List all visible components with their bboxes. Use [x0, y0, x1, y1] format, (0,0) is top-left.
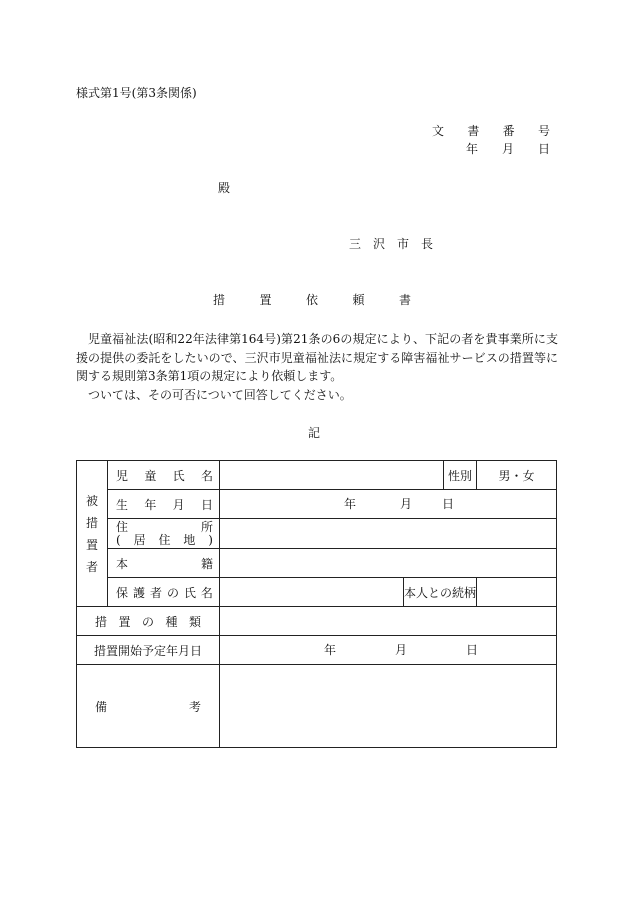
- doc-number-char: 書: [467, 124, 480, 138]
- start-date-value: 年 月 日: [324, 643, 479, 657]
- remarks-label-cell: [77, 665, 220, 748]
- subject-table: [76, 460, 557, 748]
- address-field[interactable]: [220, 519, 557, 549]
- subject-char: 者: [85, 559, 98, 574]
- paragraph-2: ついては、その可否について回答してください。: [88, 387, 352, 402]
- date-year: 年: [466, 142, 479, 156]
- sender: [349, 235, 433, 252]
- domicile-field[interactable]: [220, 549, 557, 578]
- body-text: [76, 330, 558, 404]
- title-char: 書: [398, 293, 411, 307]
- child-name-field[interactable]: [220, 461, 444, 490]
- subject-char: 措: [85, 515, 98, 530]
- domicile-label: 本 籍: [116, 556, 213, 571]
- address-label-line2: ( 居 住 地 ): [116, 532, 213, 547]
- date-label: [466, 140, 550, 157]
- ki-label: 記: [308, 426, 321, 440]
- subject-char: 被: [85, 493, 98, 508]
- child-name-label: 児 童 氏 名: [116, 468, 213, 483]
- gender-options[interactable]: 男・女: [477, 461, 557, 490]
- document-number-label: [432, 122, 550, 139]
- measure-type-field[interactable]: [220, 607, 557, 636]
- start-date-label: 措置開始予定年月日: [77, 636, 220, 665]
- form-number: 様式第1号(第3条関係): [76, 86, 197, 100]
- guardian-label: 保 護 者 の 氏 名: [116, 585, 213, 600]
- date-month: 月: [501, 142, 514, 156]
- addressee-suffix: 殿: [218, 181, 231, 195]
- birth-date-field[interactable]: [220, 490, 557, 519]
- paragraph-1: 児童福祉法(昭和22年法律第164号)第21条の6の規定により、下記の者を貴事業所に支援の提供の委託をしたいので、三沢市児童福祉法に規定する障害福祉サービスの措置等に関する規則第3条第1項の規定により依頼します。: [76, 332, 558, 383]
- title-char: 置: [259, 293, 272, 307]
- date-day: 日: [537, 142, 550, 156]
- document-title: [213, 291, 411, 308]
- guardian-field[interactable]: [220, 578, 404, 607]
- doc-number-char: 号: [537, 124, 550, 138]
- birth-date-value: 年 月 日: [344, 497, 455, 511]
- doc-number-char: 番: [502, 124, 515, 138]
- title-char: 措: [213, 293, 226, 307]
- address-label-cell: [108, 519, 220, 549]
- doc-number-char: 文: [432, 124, 445, 138]
- guardian-label-cell: [108, 578, 220, 607]
- title-char: 頼: [352, 293, 365, 307]
- subject-char: 置: [85, 537, 98, 552]
- title-char: 依: [305, 293, 318, 307]
- start-date-field[interactable]: [220, 636, 557, 665]
- relation-field[interactable]: [477, 578, 557, 607]
- sender-char: 三: [349, 237, 362, 251]
- remarks-label: 備 考: [95, 699, 201, 714]
- gender-label: 性別: [444, 461, 477, 490]
- domicile-label-cell: [108, 549, 220, 578]
- measure-type-label: 措 置 の 種 類: [95, 614, 201, 629]
- relation-label: 本人との続柄: [404, 578, 477, 607]
- sender-char: 長: [420, 237, 433, 251]
- sender-char: 沢: [372, 237, 385, 251]
- address-label-line1: 住 所: [116, 519, 213, 534]
- remarks-field[interactable]: [220, 665, 557, 748]
- child-name-label-cell: [108, 461, 220, 490]
- measure-type-label-cell: [77, 607, 220, 636]
- sender-char: 市: [396, 237, 409, 251]
- subject-label: [77, 490, 107, 578]
- birth-date-label: 生 年 月 日: [116, 497, 213, 512]
- subject-label-cell: [77, 461, 108, 607]
- birth-date-label-cell: [108, 490, 220, 519]
